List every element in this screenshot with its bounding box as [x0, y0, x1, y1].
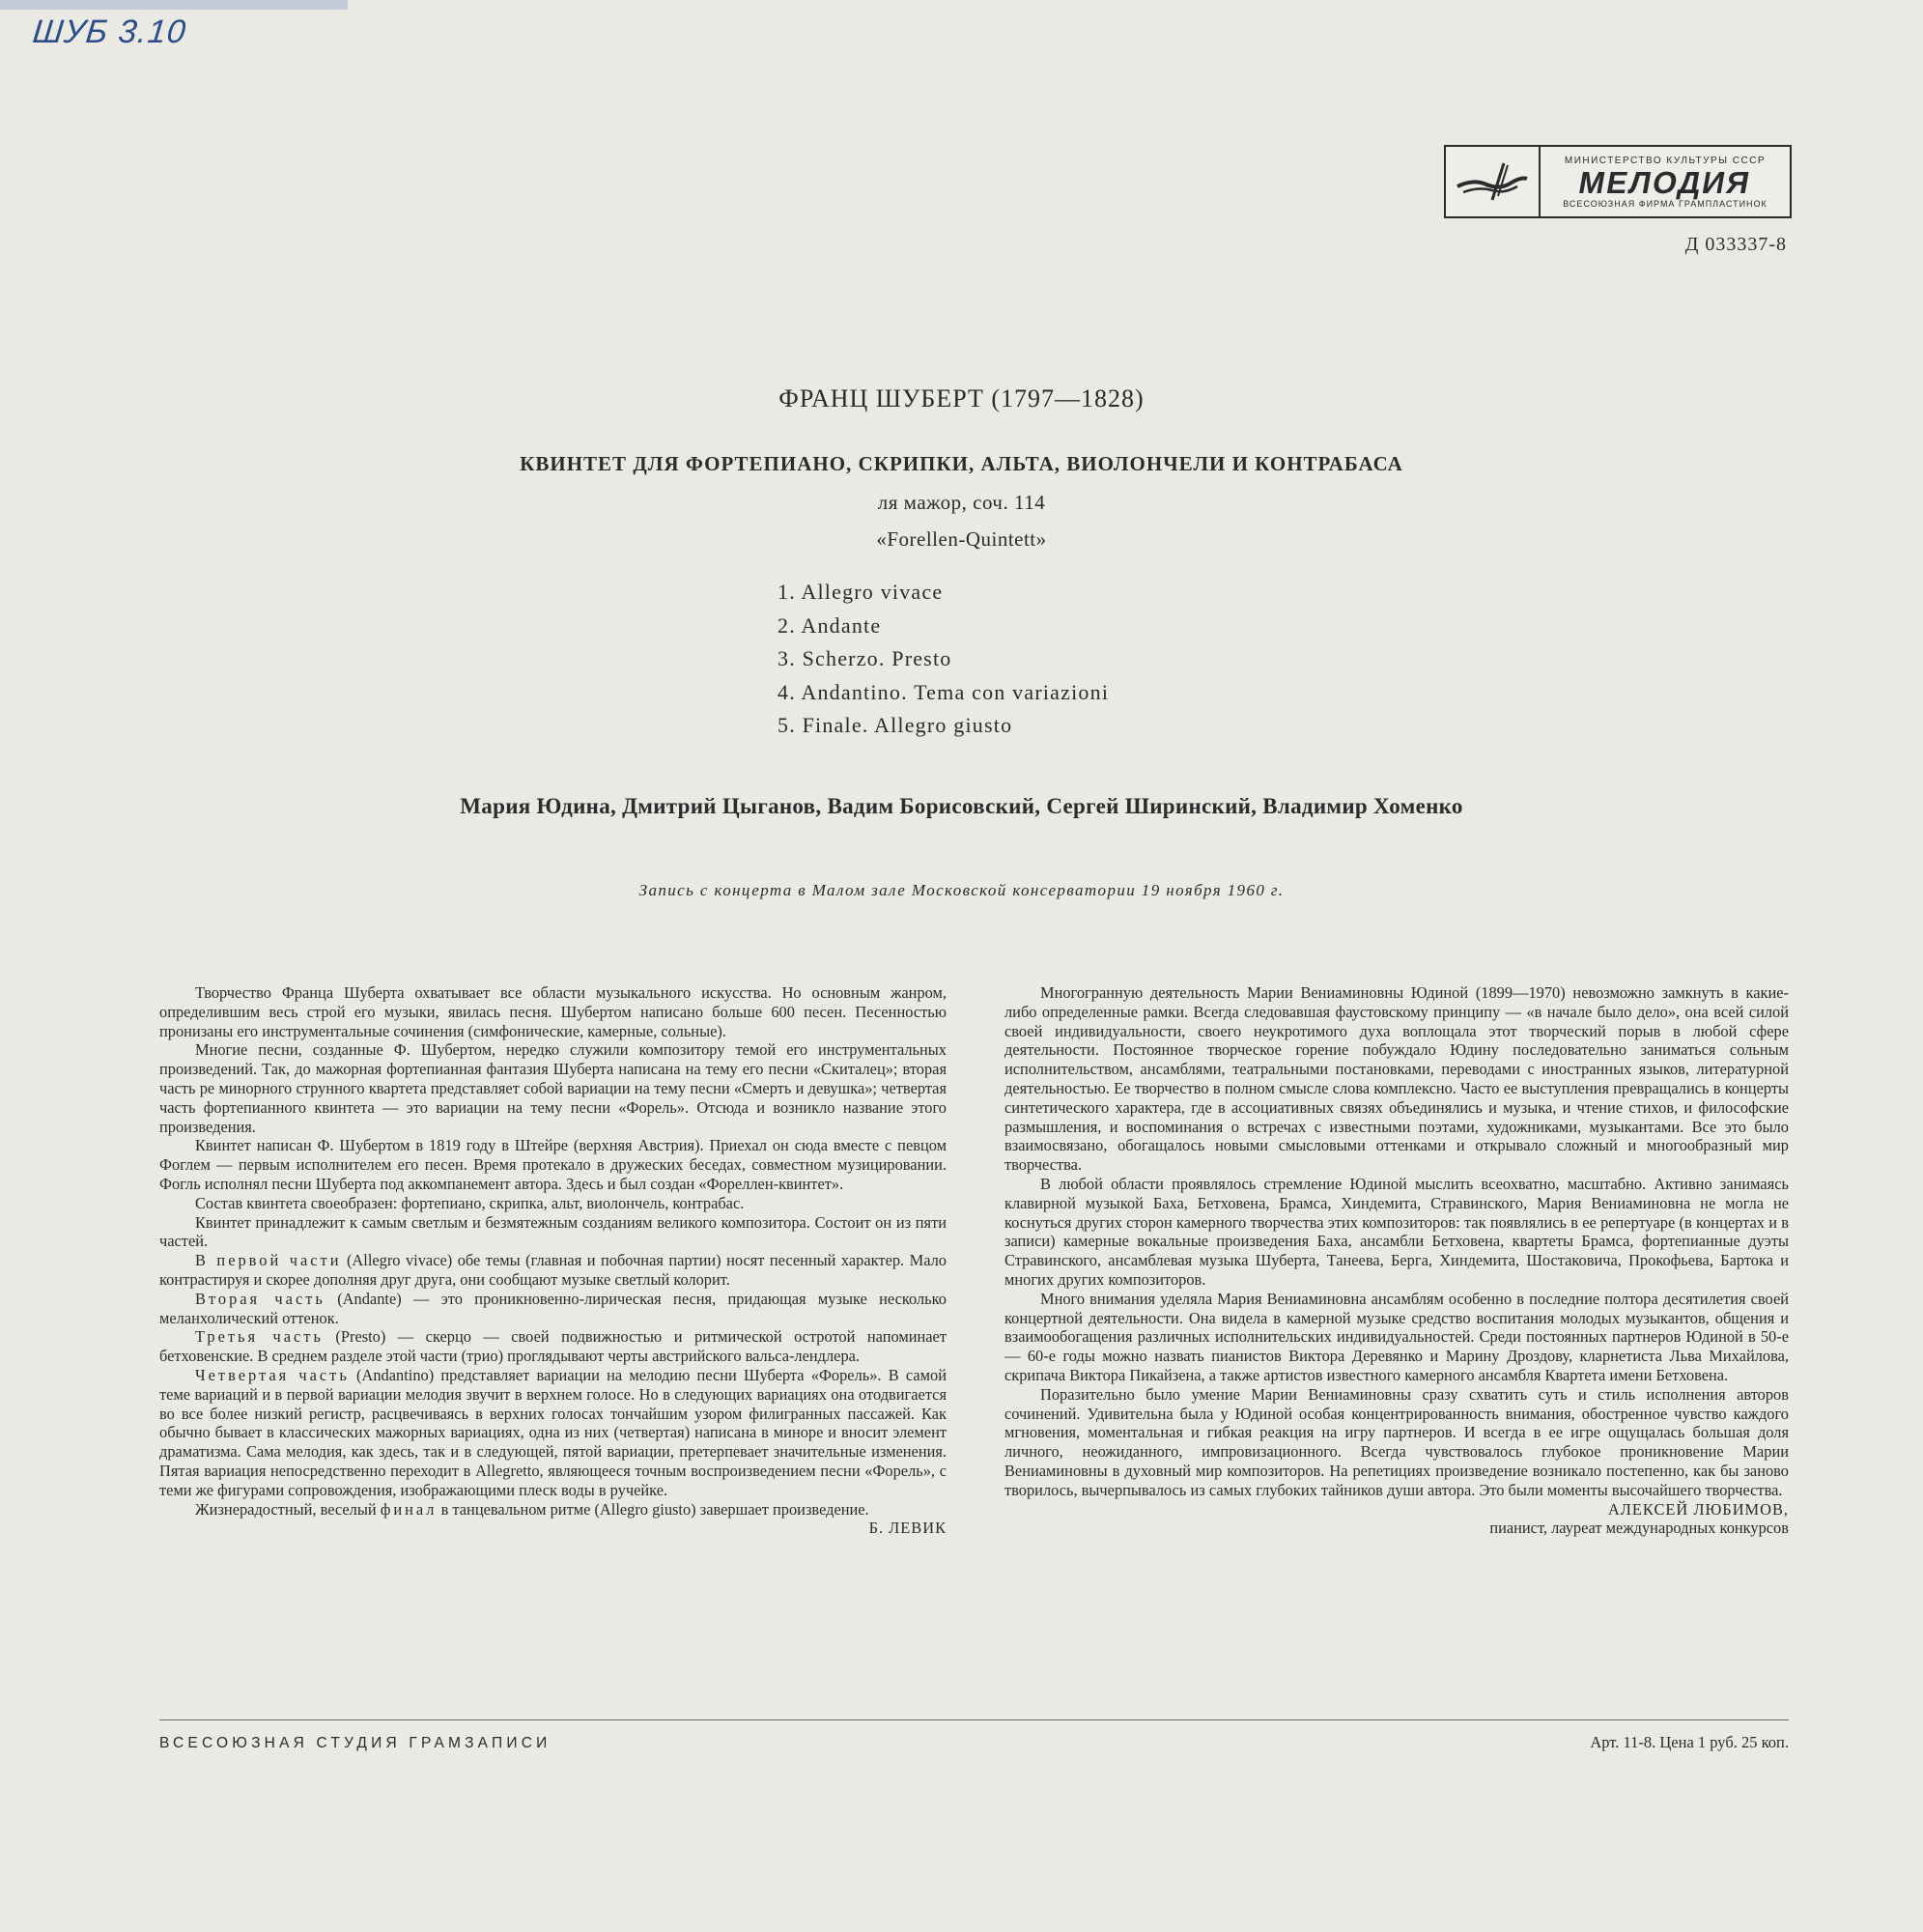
notes-paragraph: Поразительно было умение Марии Вениаминовны сразу схватить суть и стиль исполнения авторов сочинений. Удивительна была у Юдиной особая концентрированность внимания, обостренное чувство каждого мгновения, моментальная и гибкая реакция на игру партнеров. И всегда в ее игре ощущалась большая доля личного, неожиданного, импровизационного. Всегда чувствовалось глубокое проникновение Марии Вениаминовны в духовный мир композиторов. На репетициях произведение возникало постепенно, как бы заново творилось, вычерпывалось из самых глубоких тайников души автора. Это были моменты высочайшего творчества. — [1004, 1384, 1789, 1499]
footer-studio: ВСЕСОЮЗНАЯ СТУДИЯ ГРАМЗАПИСИ — [159, 1735, 551, 1751]
recording-note: Запись с концерта в Малом зале Московской консерватории 19 ноября 1960 г. — [638, 881, 1285, 899]
footer-divider — [159, 1719, 1789, 1720]
movement-lead: В первой части — [195, 1251, 342, 1270]
notes-paragraph: Многие песни, созданные Ф. Шубертом, нередко служили композитору темой его инструментальных произведений. Так, до мажорная фортепианная фантазия Шуберта написана на тему его песни «Скиталец»; вторая часть ре минорного струнного квартета представляет собой вариации на тему песни «Смерть и девушка»; четвертая часть фортепианного квинтета — это вариации на тему песни «Форель». Отсюда и возникло название этого произведения. — [159, 1040, 947, 1136]
movement-item: 4. Andantino. Tema con variazioni — [778, 679, 1110, 704]
notes-paragraph — [159, 1500, 947, 1520]
catalog-number: Д 033337-8 — [1684, 234, 1787, 255]
notes-text: Жизнерадостный, веселый — [195, 1499, 381, 1519]
notes-paragraph: Творчество Франца Шуберта охватывает все области музыкального искусства. Но основным жанром, определившим весь строй его музыки, явилась песня. Шубертом написано больше 600 песен. Песенностью пронизаны его инструментальные сочинения (симфонические, камерные, сольные). — [159, 983, 947, 1040]
notes-author-title: пианист, лауреат международных конкурсов — [1489, 1519, 1789, 1538]
movement-item: 3. Scherzo. Presto — [778, 646, 952, 670]
notes-author: Б. ЛЕВИК — [868, 1519, 947, 1538]
movement-lead: Третья часть — [195, 1327, 324, 1347]
notes-right-column — [1004, 983, 1789, 1538]
notes-text: (Allegro vivace) обе темы (главная и побочная партии) носят песенный характер. Мало контрастируя и скорее дополняя друг друга, они сообщают музыке светлый колорит. — [159, 1251, 947, 1289]
movement-lead: Вторая часть — [195, 1289, 325, 1308]
notes-paragraph — [159, 1366, 947, 1500]
notes-text: (Andante) — это проникновенно-лирическая песня, придающая музыке несколько меланхолический оттенок. — [159, 1289, 947, 1327]
melodiya-logo — [1444, 145, 1792, 218]
work-title: КВИНТЕТ ДЛЯ ФОРТЕПИАНО, СКРИПКИ, АЛЬТА, ВИОЛОНЧЕЛИ И КОНТРАБАСА — [520, 452, 1403, 475]
footer-price: Арт. 11-8. Цена 1 руб. 25 коп. — [1590, 1733, 1789, 1751]
movement-list — [778, 576, 1109, 743]
notes-paragraph: Квинтет написан Ф. Шубертом в 1819 году в Штейре (верхняя Австрия). Приехал он сюда вместе с певцом Фоглем — первым исполнителем его песен. Время протекало в дружеских беседах, совместном музицировании. Фогль исполнял песни Шуберта под аккомпанемент автора. Здесь и был создан «Фореллен-квинтет». — [159, 1136, 947, 1193]
composer-heading: ФРАНЦ ШУБЕРТ (1797—1828) — [778, 384, 1145, 412]
logo-name: МЕЛОДИЯ — [1575, 164, 1755, 200]
notes-paragraph: Квинтет принадлежит к самым светлым и безмятежным созданиям великого композитора. Состоит он из пяти частей. — [159, 1212, 947, 1251]
notes-paragraph: Состав квинтета своеобразен: фортепиано, скрипка, альт, виолончель, контрабас. — [195, 1193, 745, 1212]
notes-text: (Andantino) представляет вариации на мелодию песни Шуберта «Форель». В самой теме вариаций и в первой вариации мелодия звучит в верхнем голосе. Но в следующих вариациях она отодвигается во все более низкий регистр, расцвечиваясь в верхних голосах тончайшим узором филигранных пассажей. Как обычно бывает в классических мажорных вариациях, одна из них (четвертая) написана в миноре и вносит элемент драматизма. Сама мелодия, как здесь, так и в следующей, пятой вариации, претерпевает значительные изменения. Пятая вариация непосредственно переходит в Allegretto, являющееся точным воспроизведением песни «Форель», с теми же фигурами сопровождения, изображающими плеск воды в ручейке. — [159, 1365, 947, 1499]
notes-paragraph: Многогранную деятельность Марии Вениаминовны Юдиной (1899—1970) невозможно замкнуть в какие-либо определенные рамки. Всегда следовавшая фаустовскому принципу — «в начале было дело», она всей силой своей индивидуальности, своего неукротимого духа воплощала этот творческий порыв в любой сфере деятельности. Постоянное творческое горение побуждало Юдину последовательно заниматься сольным исполнительством, ансамблями, театральными постановками, переводами с иностранных языков, литературной деятельностью. Ее творчество в полном смысле слова комплексно. Часто ее выступления превращались в концерты синтетического характера, где в ассоциативных связях объединялись и музыка, и чтение стихов, и философские размышления, и воспоминания о встречах с известными поэтами, художниками, музыкантами. Все это было взаимосвязано, обогащалось новыми смысловыми оттенками и открывало сложный и многообразный мир творчества. — [1004, 983, 1789, 1175]
movement-lead: финал — [380, 1499, 438, 1519]
movement-item: 5. Finale. Allegro giusto — [778, 713, 1013, 737]
movement-item: 2. Andante — [778, 612, 882, 638]
notes-paragraph — [159, 1251, 947, 1290]
movement-lead: Четвертая часть — [195, 1365, 350, 1384]
notes-text: (Presto) — скерцо — своей подвижностью и ритмической остротой напоминает бетховенские. В среднем разделе этой части (трио) проглядывают черты австрийского вальса-лендлера. — [159, 1327, 947, 1366]
notes-paragraph: Много внимания уделяла Мария Вениаминовна ансамблям особенно в последние полтора десятилетия своей концертной деятельности. Она видела в камерной музыке средство воспитания молодых музыкантов, общения и взаимообогащения различных исполнительских индивидуальностей. Среди постоянных партнеров Юдиной в 50-е — 60-е годы можно назвать пианистов Виктора Деревянко и Марину Дроздову, кларнетиста Льва Михайлова, скрипача Виктора Пикайзена, а также артистов известного камерного ансамбля Квартета имени Бетховена. — [1004, 1289, 1789, 1384]
work-subtitle: «Forellen-Quintett» — [876, 527, 1047, 551]
melodiya-emblem-icon — [1446, 147, 1539, 216]
handwritten-note: ШУБ 3.10 — [31, 14, 188, 50]
performers: Мария Юдина, Дмитрий Цыганов, Вадим Борисовский, Сергей Ширинский, Владимир Хоменко — [460, 794, 1463, 818]
logo-firm: ВСЕСОЮЗНАЯ ФИРМА ГРАМПЛАСТИНОК — [1563, 198, 1767, 209]
top-edge-sticker — [0, 0, 348, 10]
notes-paragraph — [159, 1290, 947, 1328]
notes-paragraph — [159, 1327, 947, 1366]
notes-text: в танцевальном ритме (Allegro giusto) завершает произведение. — [437, 1499, 869, 1519]
movement-item: 1. Allegro vivace — [778, 580, 944, 604]
notes-paragraph: В любой области проявлялось стремление Юдиной мыслить всеохватно, масштабно. Активно занимаясь клавирной музыкой Баха, Бетховена, Брамса, Хиндемита, Стравинского, Мария Вениаминовна не могла не коснуться других сторон камерного творчества этих композиторов: так появлялись в ее репертуаре (в концертах и в записи) камерные вокальные произведения Баха, ансамбли Бетховена, квартеты Брамса, фортепианные дуэты Стравинского, ансамблевая музыка Шуберта, Танеева, Берга, Хиндемита, Шостаковича, Прокофьева, Бартока и многих других композиторов. — [1004, 1174, 1789, 1289]
notes-left-column — [159, 983, 947, 1538]
work-key: ля мажор, соч. 114 — [877, 491, 1046, 514]
logo-ministry: МИНИСТЕРСТВО КУЛЬТУРЫ СССР — [1564, 155, 1767, 166]
notes-author: АЛЕКСЕЙ ЛЮБИМОВ, — [1607, 1499, 1789, 1519]
